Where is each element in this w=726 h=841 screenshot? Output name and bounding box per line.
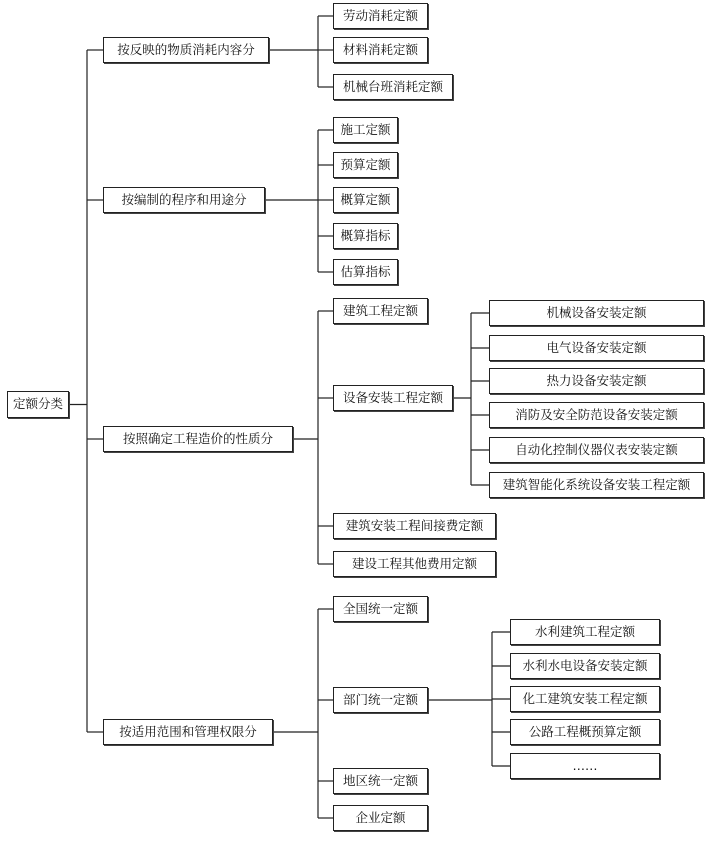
group-node-material: 按反映的物质消耗内容分: [103, 37, 269, 63]
leaf-node: 概算定额: [333, 187, 398, 213]
leaf-node: 材料消耗定额: [333, 37, 428, 63]
leaf-node: 机械台班消耗定额: [333, 74, 453, 100]
group-node-cost-nature: 按照确定工程造价的性质分: [103, 426, 293, 452]
sub-leaf-node: 化工建筑安装工程定额: [510, 686, 660, 712]
group-node-scope: 按适用范围和管理权限分: [103, 719, 273, 745]
sub-leaf-node: ……: [510, 753, 660, 779]
sub-leaf-node: 消防及安全防范设备安装定额: [489, 402, 704, 428]
sub-leaf-node: 建筑智能化系统设备安装工程定额: [489, 472, 704, 498]
sub-leaf-node: 机械设备安装定额: [489, 300, 704, 326]
sub-leaf-node: 水利建筑工程定额: [510, 619, 660, 645]
leaf-node: 建筑安装工程间接费定额: [333, 513, 496, 539]
leaf-node: 建筑工程定额: [333, 298, 428, 324]
leaf-node: 估算指标: [333, 259, 398, 285]
sub-leaf-node: 电气设备安装定额: [489, 335, 704, 361]
sub-leaf-node: 自动化控制仪器仪表安装定额: [489, 437, 704, 463]
branch-node-department: 部门统一定额: [333, 687, 428, 713]
leaf-node: 劳动消耗定额: [333, 3, 428, 29]
branch-node-equipment-install: 设备安装工程定额: [333, 385, 453, 411]
leaf-node: 施工定额: [333, 117, 398, 143]
leaf-node: 建设工程其他费用定额: [333, 551, 496, 577]
leaf-node: 企业定额: [333, 805, 428, 831]
sub-leaf-node: 水利水电设备安装定额: [510, 653, 660, 679]
leaf-node: 预算定额: [333, 152, 398, 178]
group-node-procedure: 按编制的程序和用途分: [103, 187, 265, 213]
root-node: 定额分类: [7, 391, 69, 418]
leaf-node: 全国统一定额: [333, 596, 428, 622]
leaf-node: 概算指标: [333, 223, 398, 249]
leaf-node: 地区统一定额: [333, 768, 428, 794]
sub-leaf-node: 公路工程概预算定额: [510, 719, 660, 745]
sub-leaf-node: 热力设备安装定额: [489, 368, 704, 394]
